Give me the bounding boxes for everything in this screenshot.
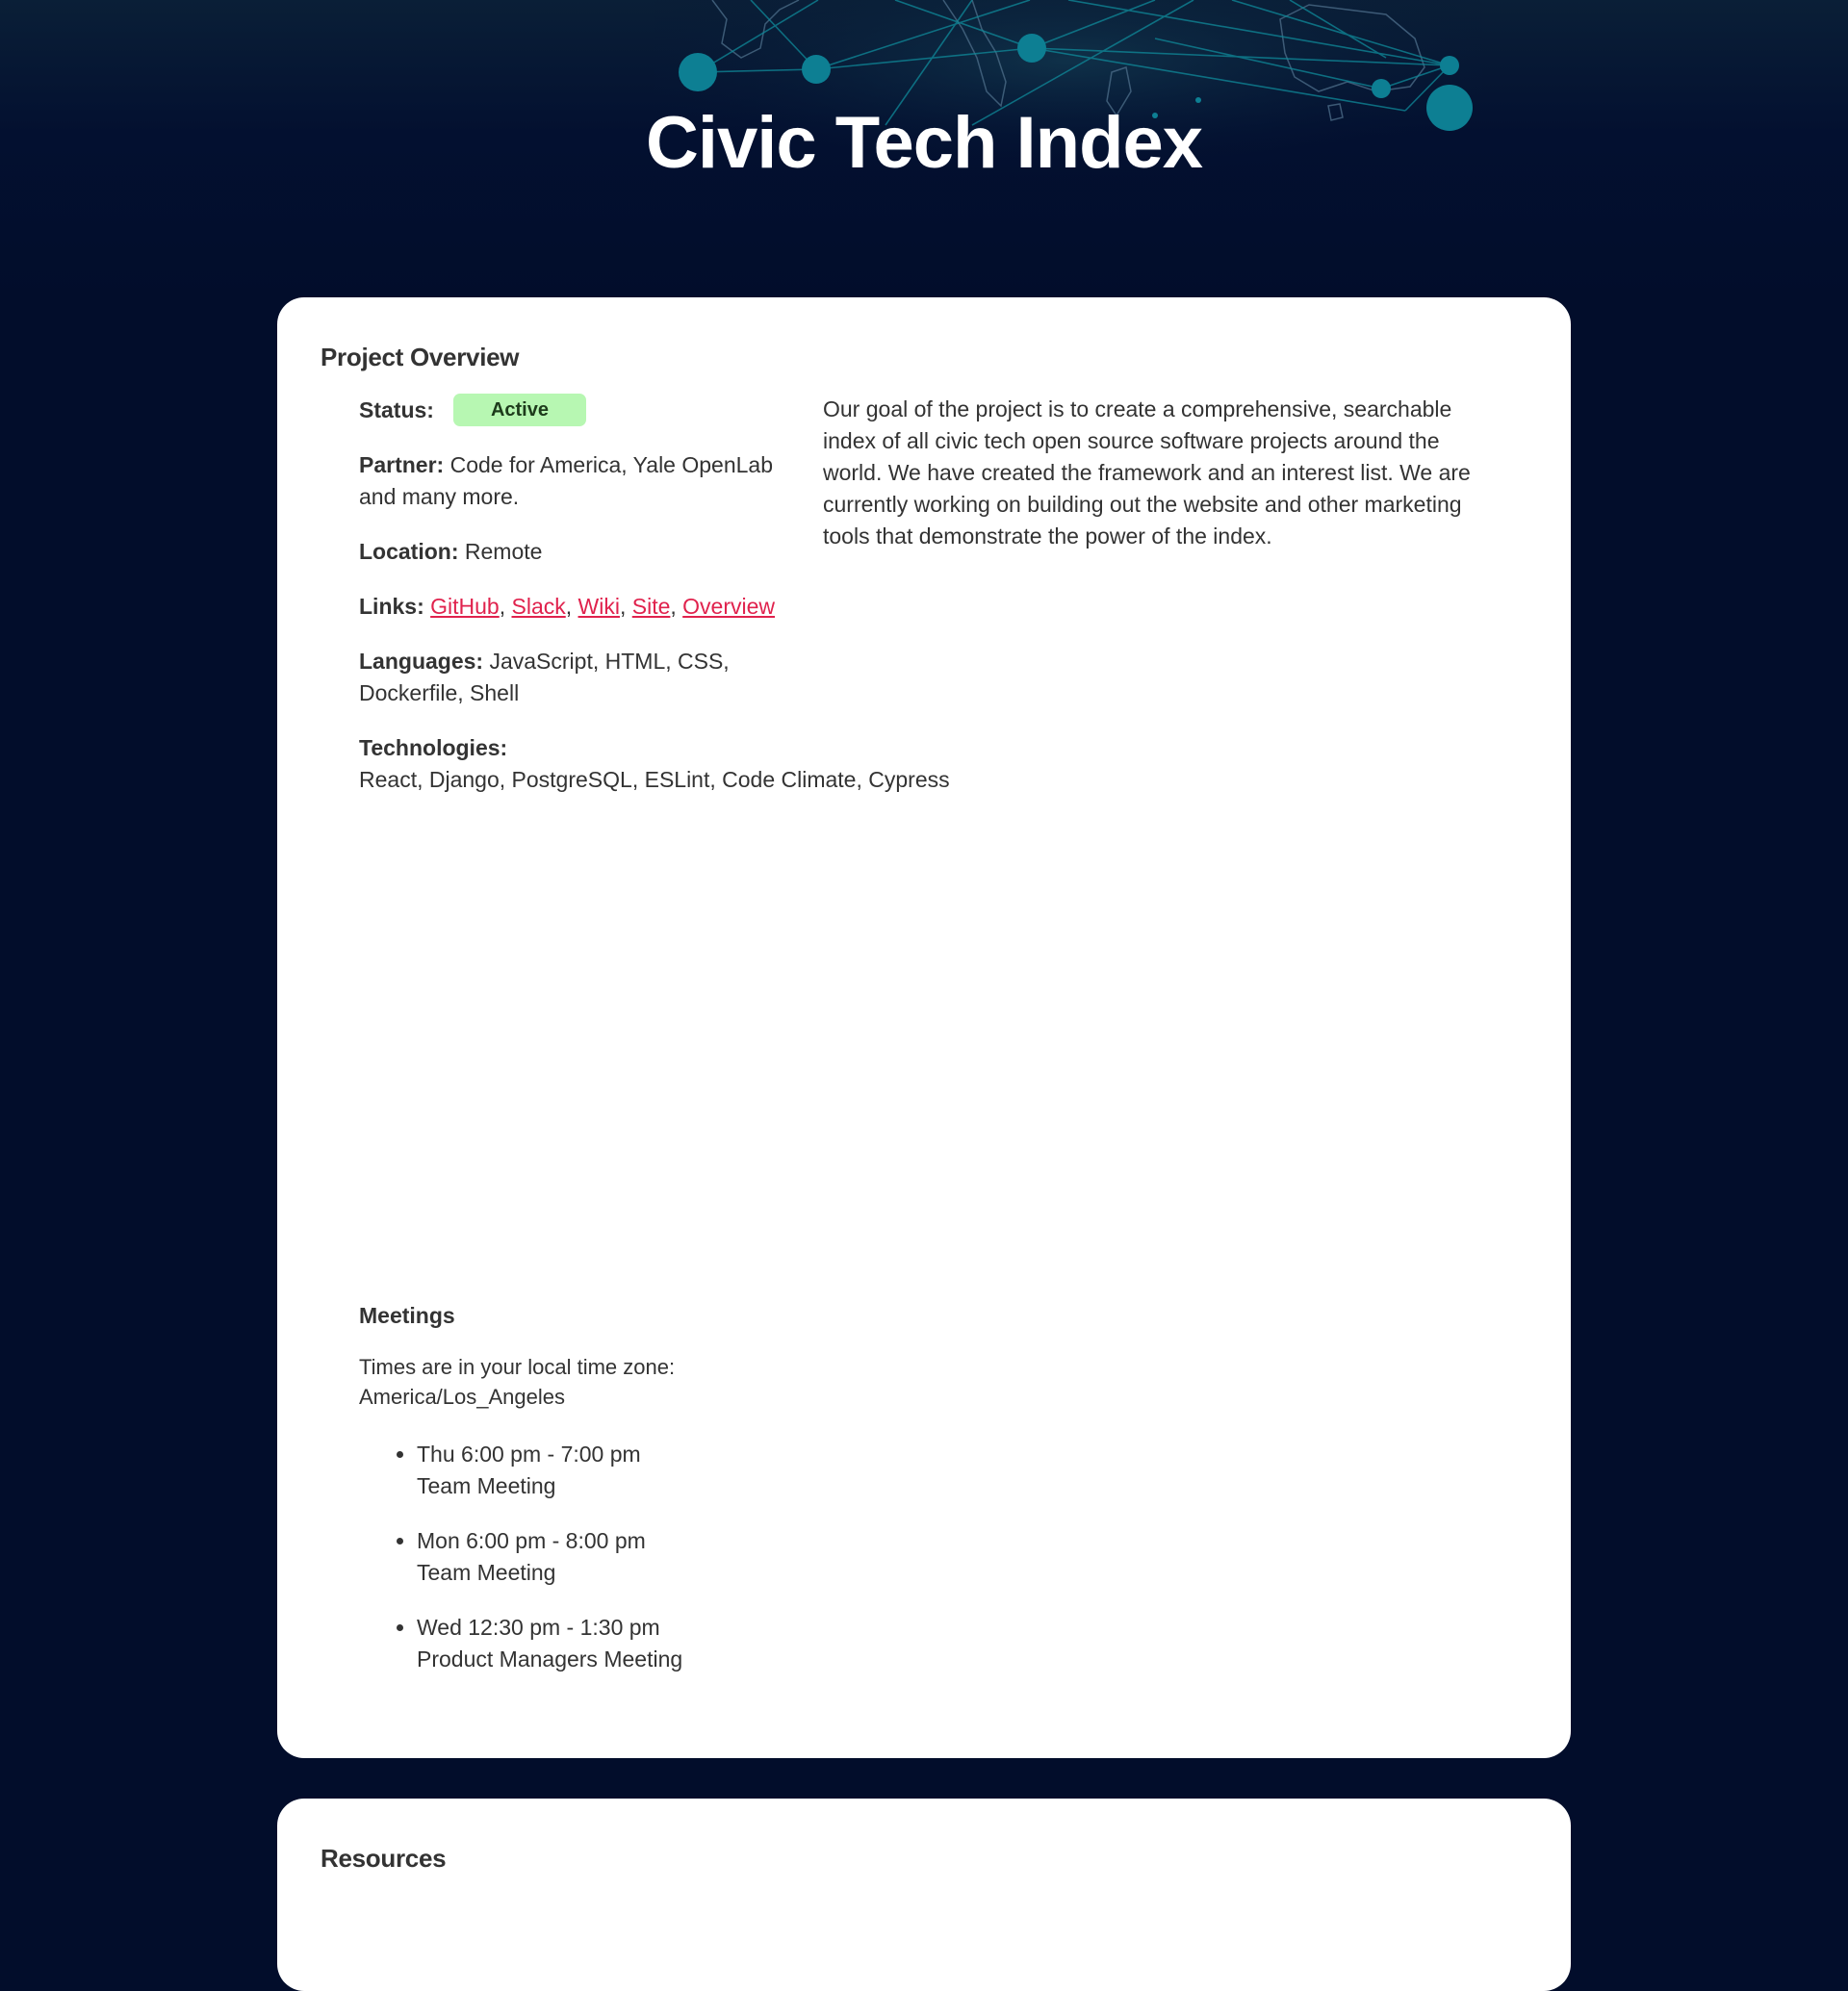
links-label: Links: <box>359 594 424 619</box>
location-field <box>359 536 783 568</box>
languages-label: Languages: <box>359 649 484 674</box>
project-overview-card <box>277 297 1571 1758</box>
meeting-item <box>417 1612 840 1675</box>
links-field: Links: GitHub, Slack, Wiki, Site, Overview <box>359 594 776 619</box>
meetings-section <box>359 1303 840 1698</box>
meeting-item <box>417 1525 840 1589</box>
status-badge: Active <box>453 394 586 426</box>
meeting-name: Team Meeting <box>417 1560 556 1585</box>
status-label: Status: <box>359 396 434 422</box>
project-description: Our goal of the project is to create a comprehensive, searchable index of all civic tech open source software projects around the world. We have created the framework and an interest list. We are currently working on building out the website and other marketing tools that demonstrate the power of the index. <box>823 396 1471 549</box>
technologies-field <box>359 732 950 796</box>
timezone-note-prefix: Times are in your local time zone: <box>359 1355 676 1379</box>
meeting-time: • Mon 6:00 pm - 8:00 pm <box>417 1528 646 1553</box>
partner-label: Partner: <box>359 452 445 477</box>
status-field <box>359 394 783 426</box>
resources-card <box>277 1799 1571 1991</box>
location-label: Location: <box>359 539 459 564</box>
timezone-value: America/Los_Angeles <box>359 1385 566 1409</box>
location-value: Remote <box>464 539 543 564</box>
meeting-list <box>359 1439 840 1675</box>
meetings-title: Meetings <box>359 1303 455 1328</box>
meeting-name: Team Meeting <box>417 1473 556 1498</box>
page-title: Civic Tech Index <box>645 102 1203 184</box>
partner-field <box>359 449 783 513</box>
hero-header <box>0 0 1848 298</box>
overview-link[interactable]: Overview <box>682 594 776 619</box>
meeting-item <box>417 1439 840 1502</box>
slack-link[interactable]: Slack <box>511 594 566 619</box>
site-link[interactable]: Site <box>631 594 671 619</box>
wiki-link[interactable]: Wiki <box>578 594 620 619</box>
section-title-overview: Project Overview <box>321 343 520 371</box>
partner-value: Code for America, Yale OpenLab and many more. <box>359 452 774 509</box>
github-link[interactable]: GitHub <box>430 594 500 619</box>
meeting-name: Product Managers Meeting <box>417 1646 683 1672</box>
technologies-label: Technologies: <box>359 735 508 760</box>
timezone-note <box>359 1352 840 1412</box>
section-title-resources: Resources <box>321 1844 447 1873</box>
languages-field <box>359 646 783 709</box>
meeting-time: • Wed 12:30 pm - 1:30 pm <box>417 1615 660 1640</box>
meeting-time: • Thu 6:00 pm - 7:00 pm <box>417 1442 641 1467</box>
project-details <box>359 394 950 819</box>
technologies-value: React, Django, PostgreSQL, ESLint, Code Climate, Cypress <box>359 767 950 792</box>
languages-value: JavaScript, HTML, CSS, Dockerfile, Shell <box>359 649 730 705</box>
